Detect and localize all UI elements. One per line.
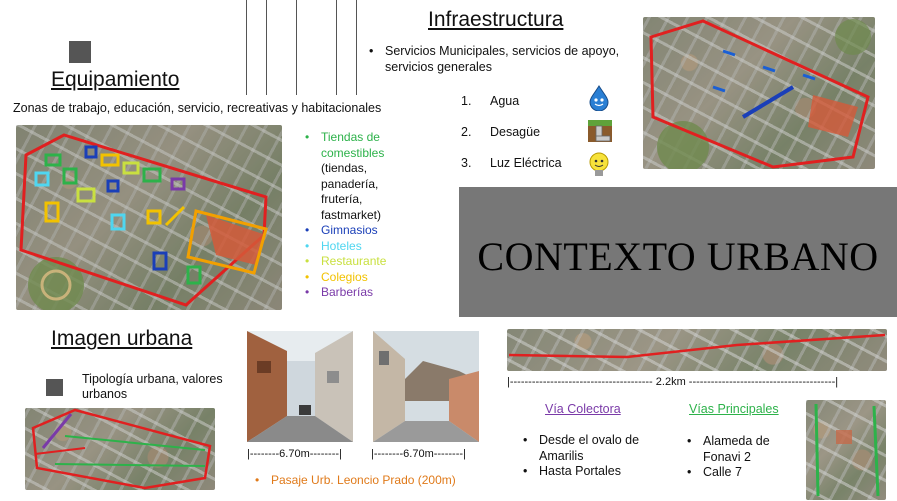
legend-item-gimnasios: • Gimnasios (301, 223, 411, 239)
title-box (459, 187, 897, 317)
infra-item-desague-num: 2. (461, 125, 472, 139)
infraestructura-map-overlay (643, 17, 875, 169)
infra-item-desague (461, 125, 541, 139)
infra-item-agua-num: 1. (461, 94, 472, 108)
imagen-urbana-heading: Imagen urbana (51, 327, 193, 350)
vias-principales-item-1: • Alameda de Fonavi 2 (683, 434, 798, 465)
decorative-line-4 (336, 0, 337, 95)
vias-principales-list (683, 434, 798, 481)
dimension-label-left: |--------6.70m--------| (247, 448, 342, 460)
infra-item-luz (461, 156, 562, 170)
imagen-urbana-caption-list (251, 473, 491, 489)
legend-item-barberias: • Barberías (301, 285, 411, 301)
via-colectora-item-1: • Desde el ovalo de Amarilis (519, 433, 659, 464)
infraestructura-map (643, 17, 875, 169)
page-title: CONTEXTO URBANO (477, 234, 879, 279)
via-colectora-heading: Vía Colectora (545, 402, 621, 416)
equipamiento-heading: Equipamiento (51, 68, 180, 91)
decorative-line-3 (296, 0, 297, 95)
vias-principales-map (806, 400, 886, 500)
via-colectora-list (519, 433, 659, 480)
equipamiento-subtitle: Zonas de trabajo, educación, servicio, recreativas y habitacionales (13, 101, 382, 115)
water-drop-icon (586, 85, 612, 111)
imagen-urbana-marker-square (46, 379, 63, 396)
street-photo-2 (373, 331, 479, 442)
section-marker-square (69, 41, 91, 63)
decorative-line-2 (266, 0, 267, 95)
infra-item-agua-label: Agua (490, 94, 520, 108)
equipamiento-map-overlay (16, 125, 282, 310)
equipamiento-legend (301, 130, 411, 301)
legend-item-restaurante: • Restaurante (301, 254, 411, 270)
infraestructura-intro (365, 44, 640, 75)
legend-item-tiendas-detail (301, 161, 411, 223)
dimension-label-right: |--------6.70m--------| (371, 448, 466, 460)
vias-strip-map (507, 329, 887, 371)
equipamiento-map (16, 125, 282, 310)
street-photo-1 (247, 331, 353, 442)
vias-principales-item-2: • Calle 7 (683, 465, 798, 481)
vias-principales-heading: Vías Principales (689, 402, 779, 416)
legend-item-colegios: • Colegios (301, 270, 411, 286)
light-bulb-icon (586, 151, 612, 177)
legend-item-tiendas: • Tiendas de comestibles (301, 130, 411, 161)
via-colectora-item-2: • Hasta Portales (519, 464, 659, 480)
vias-principales-map-overlay (806, 400, 886, 500)
decorative-line-1 (246, 0, 247, 95)
infraestructura-heading: Infraestructura (428, 8, 564, 31)
drain-pipe-icon (587, 118, 613, 144)
infra-item-desague-label: Desagüe (490, 125, 541, 139)
decorative-line-5 (356, 0, 357, 95)
imagen-urbana-bullet: Tipología urbana, valores urbanos (82, 372, 223, 401)
imagen-urbana-map (25, 408, 215, 490)
infraestructura-intro-text: • Servicios Municipales, servicios de apoyo, servicios generales (365, 44, 640, 75)
vias-strip-overlay (507, 329, 887, 371)
scale-label: |--------------------------------------- 2.2km ----------------------------------------| (507, 376, 839, 388)
infra-item-agua (461, 94, 520, 108)
legend-tiendas-detail-text: (tiendas, panadería, frutería, fastmarket) (321, 161, 382, 222)
imagen-urbana-caption: • Pasaje Urb. Leoncio Prado (200m) (251, 473, 491, 489)
infra-item-luz-num: 3. (461, 156, 472, 170)
infra-item-luz-label: Luz Eléctrica (490, 156, 562, 170)
imagen-urbana-map-overlay (25, 408, 215, 490)
legend-item-hoteles: • Hoteles (301, 239, 411, 255)
